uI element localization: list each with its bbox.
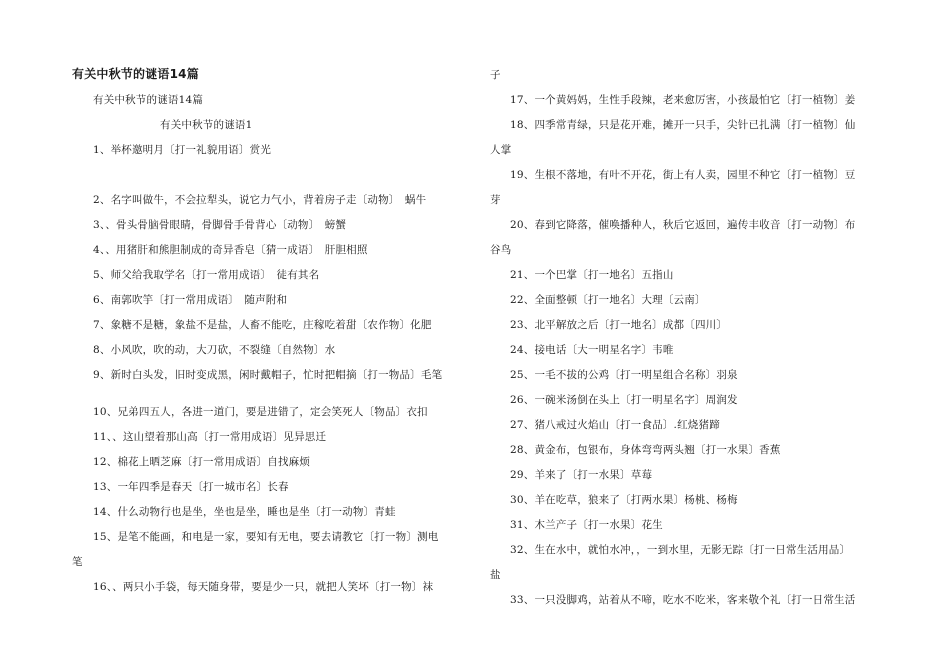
riddle-line-continued: 子 (490, 69, 501, 81)
riddle-line: 17、一个黄妈妈，生性手段辣，老来愈厉害，小孩最怕它〔打一植物〕姜 (510, 94, 856, 106)
riddle-line-continued: 人掌 (490, 144, 512, 156)
riddle-line: 10、兄弟四五人，各进一道门，要是进错了，定会笑死人〔物品〕衣扣 (93, 406, 428, 418)
riddle-line: 28、黄金布，包银布，身体弯弯两头翘〔打一水果〕香蕉 (510, 444, 781, 456)
riddle-line-continued: 谷鸟 (490, 244, 512, 256)
riddle-line: 7、象糖不是糖，象盐不是盐，人畜不能吃，庄稼吃着甜〔农作物〕化肥 (93, 319, 432, 331)
riddle-line: 25、一毛不拔的公鸡〔打一明星组合名称〕羽泉 (510, 369, 738, 381)
riddle-line: 19、生根不落地，有叶不开花，街上有人卖，园里不种它〔打一植物〕豆 (510, 169, 856, 181)
riddle-line: 5、师父给我取学名〔打一常用成语〕 徒有其名 (93, 269, 320, 281)
riddle-line-continued: 芽 (490, 194, 501, 206)
riddle-line: 1、举杯邀明月〔打一礼貌用语〕赏光 (93, 144, 272, 156)
riddle-line: 29、羊来了〔打一水果〕草莓 (510, 469, 653, 481)
riddle-line: 11、、这山望着那山高〔打一常用成语〕见异思迁 (93, 431, 327, 443)
riddle-line: 16、、两只小手袋，每天随身带，要是少一只，就把人笑坏〔打一物〕袜 (93, 581, 434, 593)
document-subtitle: 有关中秋节的谜语14篇 (93, 94, 204, 106)
riddle-line: 14、什么动物行也是坐，坐也是坐，睡也是坐〔打一动物〕青蛙 (93, 506, 396, 518)
riddle-line: 2、名字叫做牛，不会拉犁头，说它力气小，背着房子走〔动物〕 蜗牛 (93, 194, 427, 206)
riddle-line: 32、生在水中，就怕水冲，，一到水里，无影无踪〔打一日常生活用品〕 (510, 544, 851, 556)
riddle-line: 27、猪八戒过火焰山〔打一食品〕.红烧猪蹄 (510, 419, 720, 431)
riddle-line: 30、羊在吃草，狼来了〔打两水果〕杨桃、杨梅 (510, 494, 738, 506)
riddle-line: 26、一碗米汤倒在头上〔打一明星名字〕周润发 (510, 394, 738, 406)
riddle-line-continued: 笔 (72, 556, 83, 568)
riddle-line-continued: 盐 (490, 569, 501, 581)
riddle-line: 3、、骨头骨脑骨眼睛，骨脚骨手骨背心〔动物〕 螃蟹 (93, 219, 347, 231)
riddle-line: 24、接电话〔大一明星名字〕韦唯 (510, 344, 674, 356)
riddle-line: 20、春到它降落，催唤播种人，秋后它返回，遍传丰收音〔打一动物〕布 (510, 219, 856, 231)
riddle-line: 6、南郭吹竽〔打一常用成语〕 随声附和 (93, 294, 288, 306)
riddle-line: 15、是笔不能画，和电是一家，要知有无电，要去请教它〔打一物〕测电 (93, 531, 439, 543)
riddle-line: 22、全面整顿〔打一地名〕大理〔云南〕 (510, 294, 706, 306)
riddle-line: 33、一只没脚鸡，站着从不啼，吃水不吃米，客来敬个礼〔打一日常生活 (510, 594, 856, 606)
riddle-line: 21、一个巴掌〔打一地名〕五指山 (510, 269, 674, 281)
riddle-line: 23、北平解放之后〔打一地名〕成都〔四川〕 (510, 319, 728, 331)
document-title: 有关中秋节的谜语14篇 (72, 67, 199, 81)
riddle-line: 8、小风吹，吹的动，大刀砍，不裂缝〔自然物〕水 (93, 344, 336, 356)
riddle-line: 12、棉花上晒芝麻〔打一常用成语〕自找麻烦 (93, 456, 311, 468)
riddle-line: 18、四季常青绿，只是花开难，摊开一只手，尖针已扎满〔打一植物〕仙 (510, 119, 856, 131)
riddle-line: 31、木兰产子〔打一水果〕花生 (510, 519, 663, 531)
riddle-line: 13、一年四季是春天〔打一城市名〕长春 (93, 481, 289, 493)
section-heading: 有关中秋节的谜语1 (160, 119, 253, 131)
riddle-line: 4、、用猪肝和熊胆制成的奇异香皂〔猜一成语〕 肝胆相照 (93, 244, 368, 256)
riddle-line: 9、新时白头发，旧时变成黑，闲时戴帽子，忙时把帽摘〔打一物品〕毛笔 (93, 369, 443, 381)
